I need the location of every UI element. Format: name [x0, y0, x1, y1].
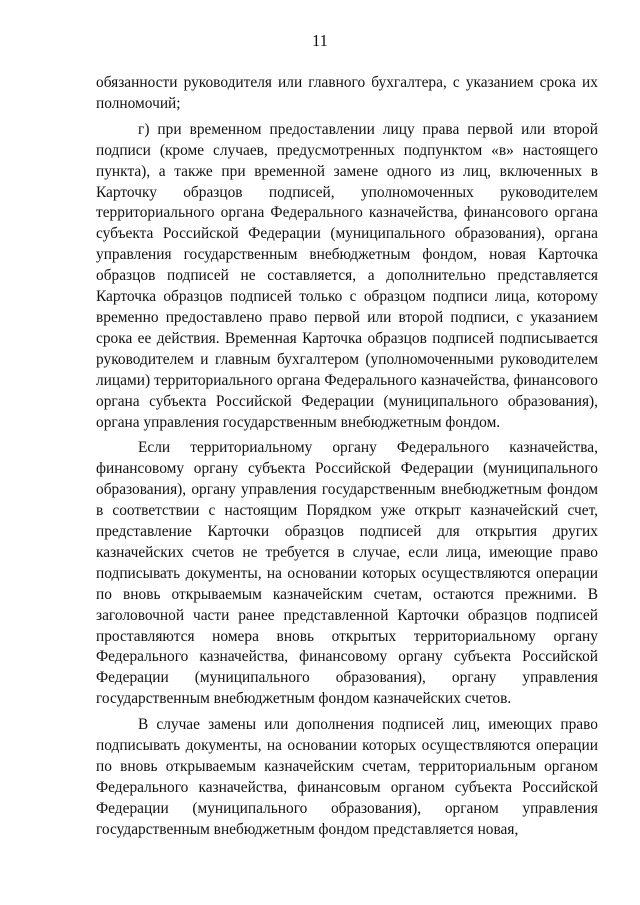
paragraph-signature-replacement: В случае замены или дополнения подписей лиц, имеющих право подписывать документы, на основании которых осуществляются операции по вновь открываемым казначейским счетам, территориальным органом Федерального казначейства, финансовым органом субъекта Российской Федерации (муниципального образования), органом управления государственным внебюджетным фондом представляется новая,: [96, 716, 598, 838]
document-body: [96, 73, 598, 841]
page-number: 11: [312, 31, 328, 50]
paragraph-continuation: обязанности руководителя или главного бухгалтера, с указанием срока их полномочий;: [96, 74, 598, 112]
paragraph-existing-account: Если территориальному органу Федерального казначейства, финансовому органу субъекта Российской Федерации (муниципального образования), органу управления государственным внебюджетным фондом в соответствии с настоящим Порядком уже открыт казначейский счет, представление Карточки образцов подписей для открытия других казначейских счетов не требуется в случае, если лица, имеющие право подписывать документы, на основании которых осуществляются операции по вновь открываемым казначейским счетам, остаются прежними. В заголовочной части ранее представленной Карточки образцов подписей проставляются номера вновь открытых территориальному органу Федерального казначейства, финансовому органу субъекта Российской Федерации (муниципального образования), органу управления государственным внебюджетным фондом казначейских счетов.: [96, 439, 598, 708]
paragraph-item-g: г) при временном предоставлении лицу права первой или второй подписи (кроме случаев, предусмотренных подпунктом «в» настоящего пункта), а также при временной замене одного из лиц, включенных в Карточку образцов подписей, уполномоченных руководителем территориального органа Федерального казначейства, финансового органа субъекта Российской Федерации (муниципального образования), органа управления государственным внебюджетным фондом, новая Карточка образцов подписей не составляется, а дополнительно представляется Карточка образцов подписей только с образцом подписи лица, которому временно предоставлено право первой или второй подписи, с указанием срока ее действия. Временная Карточка образцов подписей подписывается руководителем и главным бухгалтером (уполномоченными руководителем лицами) территориального органа Федерального казначейства, финансового органа субъекта Российской Федерации (муниципального образования), органа управления государственным внебюджетным фондом.: [96, 120, 598, 431]
